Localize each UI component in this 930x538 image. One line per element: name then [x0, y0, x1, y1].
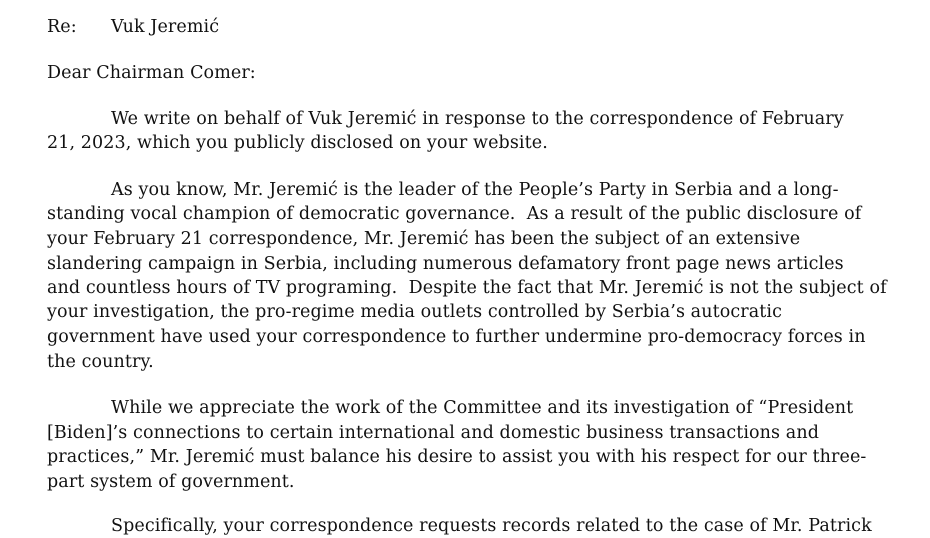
- paragraph-2-line-5: and countless hours of TV programing. Despite the fact that Mr. Jeremić is not the subject of: [47, 278, 887, 298]
- paragraph-3-line-1: While we appreciate the work of the Committee and its investigation of “President: [111, 398, 854, 418]
- re-value: Vuk Jeremić: [111, 17, 220, 37]
- paragraph-3-line-4: part system of government.: [47, 472, 295, 492]
- paragraph-3-line-2: [Biden]’s connections to certain international and domestic business transactions and: [47, 423, 820, 443]
- paragraph-2-line-3: your February 21 correspondence, Mr. Jeremić has been the subject of an extensive: [47, 229, 801, 249]
- paragraph-2-line-8: the country.: [47, 352, 154, 372]
- paragraph-2-line-4: slandering campaign in Serbia, including numerous defamatory front page news articles: [47, 254, 844, 274]
- re-label: Re:: [47, 17, 77, 37]
- paragraph-4-line-1: Specifically, your correspondence requests records related to the case of Mr. Patrick: [111, 516, 872, 536]
- paragraph-1-line-1: We write on behalf of Vuk Jeremić in response to the correspondence of February: [111, 109, 844, 129]
- paragraph-2-line-7: government have used your correspondence to further undermine pro-democracy forces in: [47, 327, 866, 347]
- paragraph-3-line-3: practices,” Mr. Jeremić must balance his desire to assist you with his respect for our three-: [47, 447, 867, 467]
- paragraph-2-line-6: your investigation, the pro-regime media outlets controlled by Serbia’s autocratic: [47, 302, 782, 322]
- paragraph-2-line-1: As you know, Mr. Jeremić is the leader of the People’s Party in Serbia and a long-: [111, 180, 839, 200]
- paragraph-1-line-2: 21, 2023, which you publicly disclosed on your website.: [47, 133, 548, 153]
- paragraph-2-line-2: standing vocal champion of democratic governance. As a result of the public disclosure of: [47, 204, 862, 224]
- salutation: Dear Chairman Comer:: [47, 63, 256, 83]
